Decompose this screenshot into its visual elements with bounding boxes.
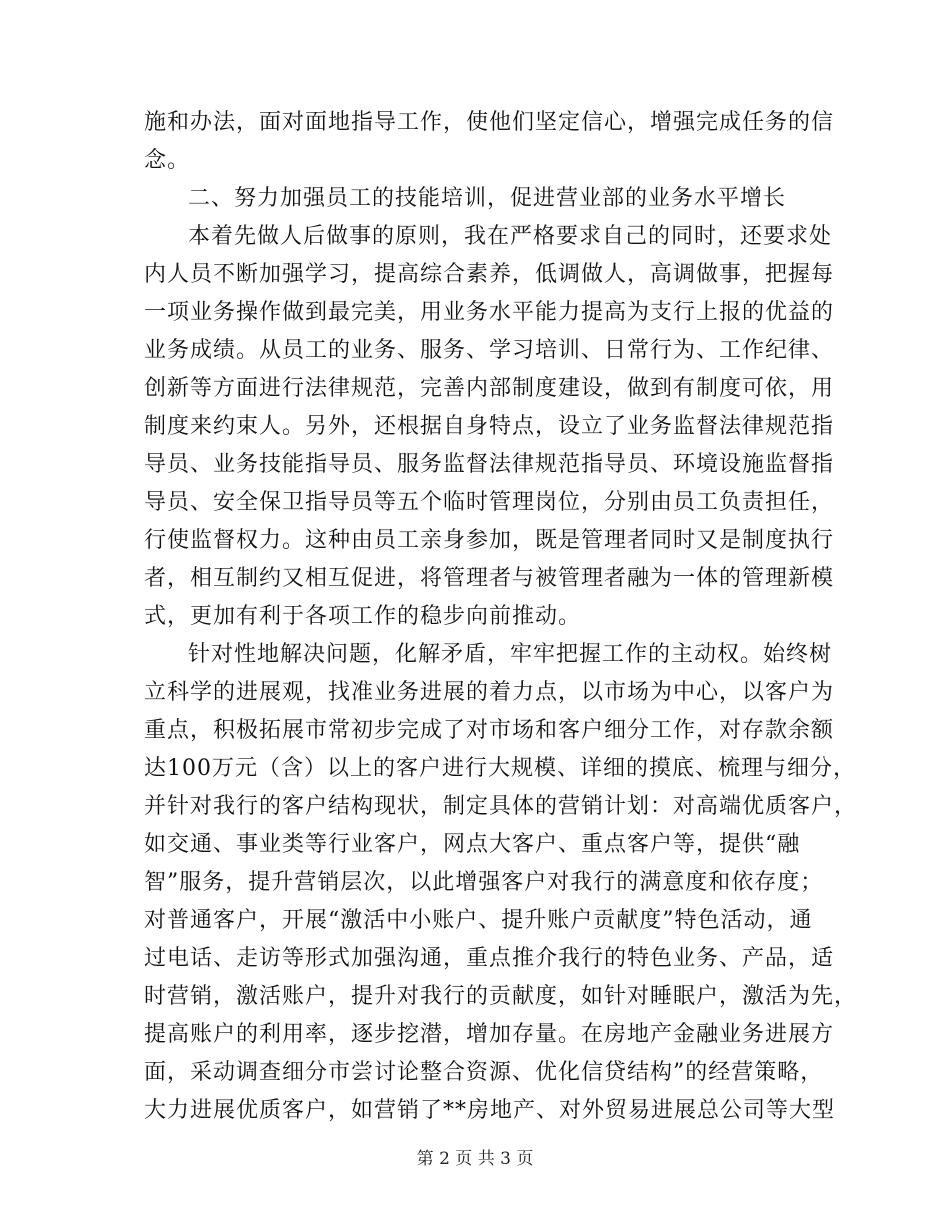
paragraph-line: 施和办法，面对面地指导工作，使他们坚定信心，增强完成任务的信: [144, 110, 835, 135]
paragraph-line: 时营销，激活账户，提升对我行的贡献度，如针对睡眠户，激活为先，: [144, 984, 858, 1009]
section-heading: 二、努力加强员工的技能培训，促进营业部的业务水平增长: [188, 186, 787, 211]
page-number: 第 2 页 共 3 页: [416, 1149, 534, 1169]
paragraph-line: 对普通客户，开展“激活中小账户、提升账户贡献度”特色活动，通: [144, 908, 813, 933]
paragraph-line: 达100万元（含）以上的客户进行大规模、详细的摸底、梳理与细分，: [144, 756, 856, 781]
paragraph-line: 式，更加有利于各项工作的稳步向前推动。: [144, 604, 582, 629]
paragraph-line: 导员、安全保卫指导员等五个临时管理岗位，分别由员工负责担任，: [144, 490, 835, 515]
paragraph-line: 过电话、走访等形式加强沟通，重点推介我行的特色业务、产品，适: [144, 946, 835, 971]
paragraph-line: 大力进展优质客户，如营销了**房地产、对外贸易进展总公司等大型: [144, 1098, 836, 1123]
paragraph-line: 制度来约束人。另外，还根据自身特点，设立了业务监督法律规范指: [144, 414, 835, 439]
paragraph-line: 者，相互制约又相互促进，将管理者与被管理者融为一体的管理新模: [144, 566, 835, 591]
paragraph-line: 一项业务操作做到最完美，用业务水平能力提高为支行上报的优益的: [144, 300, 835, 325]
paragraph-line: 内人员不断加强学习，提高综合素养，低调做人，高调做事，把握每: [144, 262, 835, 287]
paragraph-line: 行使监督权力。这种由员工亲身参加，既是管理者同时又是制度执行: [144, 528, 835, 553]
paragraph-line: 提高账户的利用率，逐步挖潜，增加存量。在房地产金融业务进展方: [144, 1022, 835, 1047]
paragraph-line: 导员、业务技能指导员、服务监督法律规范指导员、环境设施监督指: [144, 452, 835, 477]
paragraph-line: 并针对我行的客户结构现状，制定具体的营销计划：对高端优质客户，: [144, 794, 858, 819]
paragraph-line: 面，采动调查细分市尝讨论整合资源、优化信贷结构”的经营策略，: [144, 1060, 824, 1085]
paragraph-line: 业务成绩。从员工的业务、服务、学习培训、日常行为、工作纪律、: [144, 338, 835, 363]
paragraph-line: 立科学的进展观，找准业务进展的着力点，以市场为中心，以客户为: [144, 680, 835, 705]
paragraph-line: 智”服务，提升营销层次，以此增强客户对我行的满意度和依存度；: [144, 870, 824, 895]
paragraph-line: 创新等方面进行法律规范，完善内部制度建设，做到有制度可依，用: [144, 376, 835, 401]
paragraph-line: 本着先做人后做事的原则，我在严格要求自己的同时，还要求处: [188, 224, 833, 249]
paragraph-line: 重点，积极拓展市常初步完成了对市场和客户细分工作，对存款余额: [144, 718, 835, 743]
paragraph-line: 如交通、事业类等行业客户，网点大客户、重点客户等，提供“融: [144, 832, 801, 857]
paragraph-line: 针对性地解决问题，化解矛盾，牢牢把握工作的主动权。始终树: [188, 642, 833, 667]
paragraph-line: 念。: [144, 148, 191, 173]
